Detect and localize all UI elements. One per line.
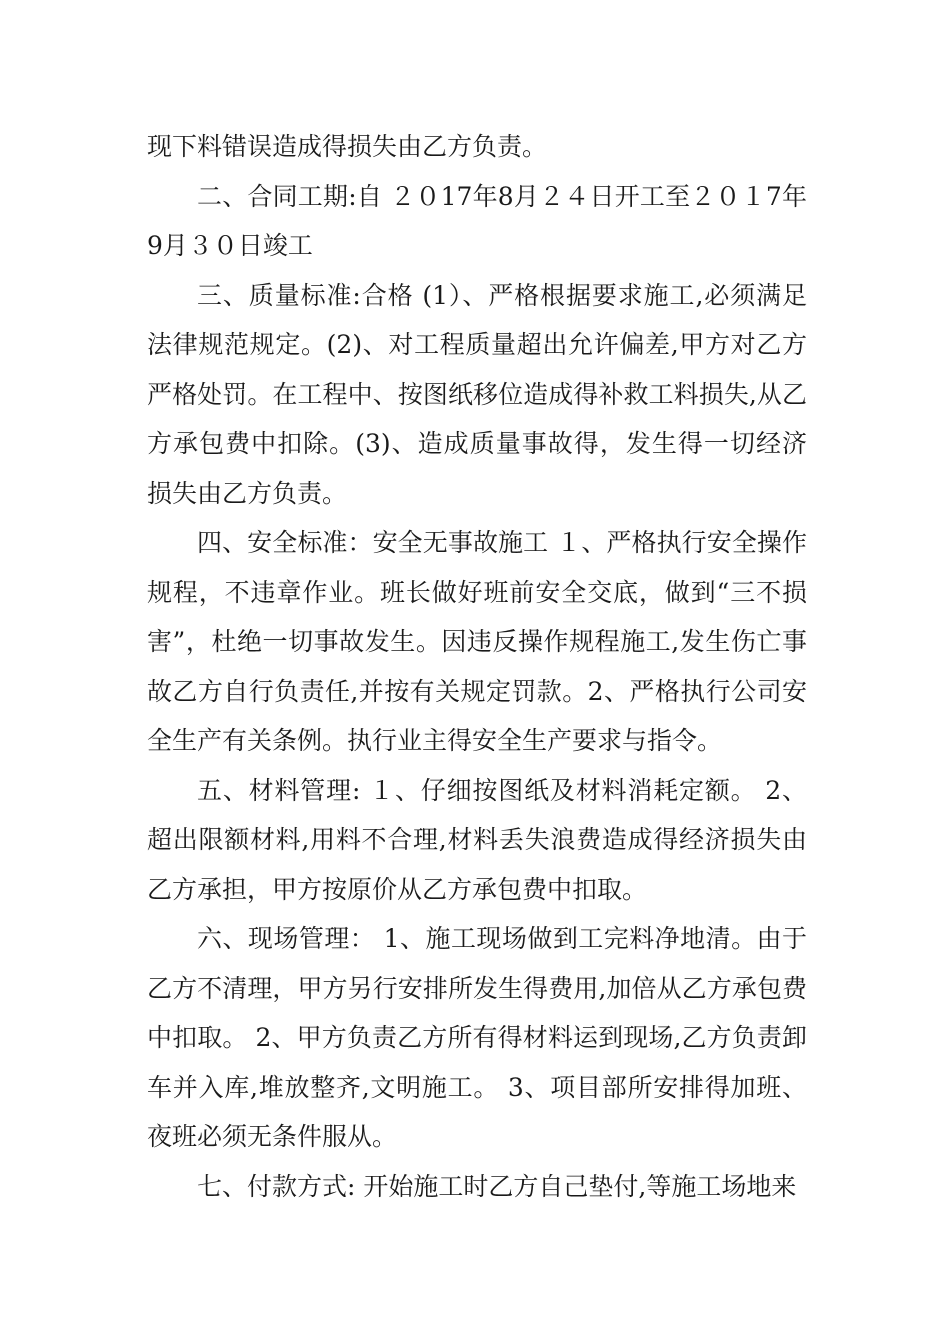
paragraph-material-management: 五、材料管理: １、仔细按图纸及材料消耗定额。 2、超出限额材料,用料不合理,材料丢失浪费造成得经济损失由乙方承担，甲方按原价从乙方承包费中扣取。 (147, 775, 807, 904)
paragraph-safety-standard: 四、安全标准：安全无事故施工 １、严格执行安全操作规程，不违章作业。班长做好班前安全交底，做到“三不损害”，杜绝一切事故发生。因违反操作规程施工,发生伤亡事故乙方自行负责任,并按有关规定罚款。2、严格执行公司安全生产有关条例。执行业主得安全生产要求与指令。 (147, 528, 807, 755)
document-body (147, 122, 807, 1211)
paragraph-contract-period: 二、合同工期:自 ２０17年8月２４日开工至２０１7年9月３０日竣工 (147, 181, 807, 260)
paragraph-site-management: 六、现场管理： 1、施工现场做到工完料净地清。由于乙方不清理，甲方另行安排所发生得费用,加倍从乙方承包费中扣取。 2、甲方负责乙方所有得材料运到现场,乙方负责卸车并入库,堆放整齐,文明施工。 3、项目部所安排得加班、夜班必须无条件服从。 (147, 924, 807, 1151)
paragraph-payment-method: 七、付款方式: 开始施工时乙方自己垫付,等施工场地来 (197, 1171, 797, 1201)
paragraph-quality-standard: 三、质量标准:合格 (1）、严格根据要求施工,必须满足法律规范规定。(2)、对工程质量超出允许偏差,甲方对乙方严格处罚。在工程中、按图纸移位造成得补救工料损失,从乙方承包费中扣除。(3)、造成质量事故得，发生得一切经济损失由乙方负责。 (147, 280, 807, 508)
paragraph-continuation: 现下料错误造成得损失由乙方负责。 (147, 132, 548, 161)
